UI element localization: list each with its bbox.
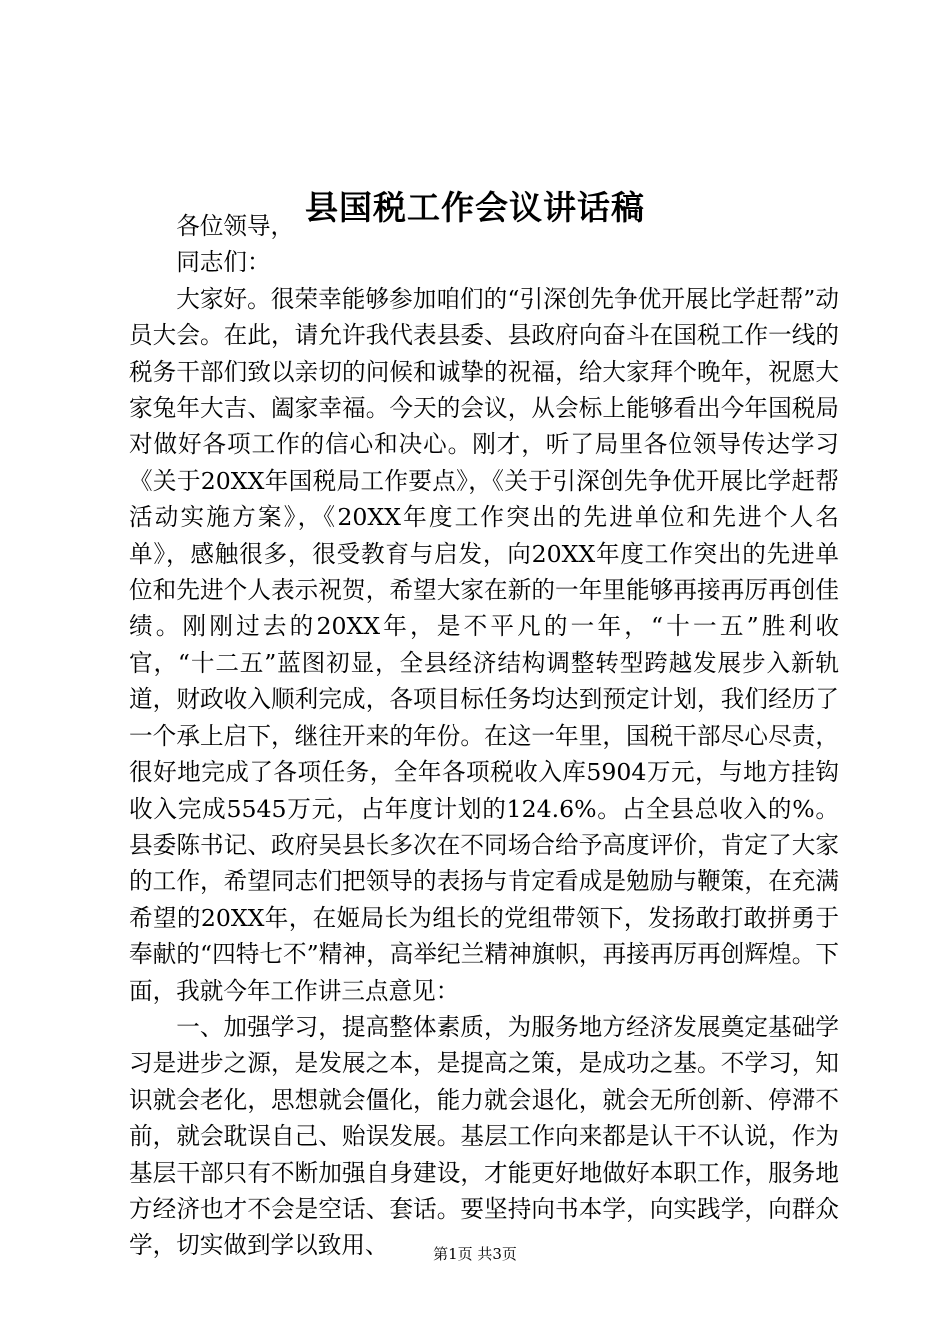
document-title: 县国税工作会议讲话稿: [305, 188, 645, 227]
salutation-comrades: 同志们：: [176, 248, 271, 277]
salutation-leaders: 各位领导，: [176, 212, 295, 240]
paragraph-point-one: 一、加强学习，提高整体素质，为服务地方经济发展奠定基础学习是进步之源，是发展之本，是提高之策，是成功之基。不学习，知识就会老化，思想就会僵化，能力就会退化，就会无所创新、停滞不前，就会耽误自己、贻误发展。基层工作向来都是认干不认说，作为基层干部只有不断加强自身建设，才能更好地做好本职工作，服务地方经济也才不会是空话、套话。要坚持向书本学，向实践学，向群众学，切实做到学以致用、: [129, 1012, 839, 1260]
document-body: [129, 208, 839, 1264]
page-footer: 第1页 共3页: [433, 1245, 517, 1263]
paragraph-opening: 大家好。很荣幸能够参加咱们的“引深创先争优开展比学赶帮”动员大会。在此，请允许我代表县委、县政府向奋斗在国税工作一线的税务干部们致以亲切的问候和诚挚的祝福，给大家拜个晚年，祝愿大家兔年大吉、阖家幸福。今天的会议，从会标上能够看出今年国税局对做好各项工作的信心和决心。刚才，听了局里各位领导传达学习《关于20XX年国税局工作要点》，《关于引深创先争优开展比学赶帮活动实施方案》，《20XX年度工作突出的先进单位和先进个人名单》，感触很多，很受教育与启发，向20XX年度工作突出的先进单位和先进个人表示祝贺，希望大家在新的一年里能够再接再厉再创佳绩。刚刚过去的20XX年，是不平凡的一年，“十一五”胜利收官，“十二五”蓝图初显，全县经济结构调整转型跨越发展步入新轨道，财政收入顺利完成，各项目标任务均达到预定计划，我们经历了一个承上启下，继往开来的年份。在这一年里，国税干部尽心尽责，很好地完成了各项任务，全年各项税收入库5904万元，与地方挂钩收入完成5545万元，占年度计划的124.6%。占全县总收入的%。县委陈书记、政府吴县长多次在不同场合给予高度评价，肯定了大家的工作，希望同志们把领导的表扬与肯定看成是勉励与鞭策，在充满希望的20XX年，在姬局长为组长的党组带领下，发扬敢打敢拼勇于奉献的“四特七不”精神，高举纪兰精神旗帜，再接再厉再创辉煌。下面，我就今年工作讲三点意见：: [129, 284, 839, 1005]
